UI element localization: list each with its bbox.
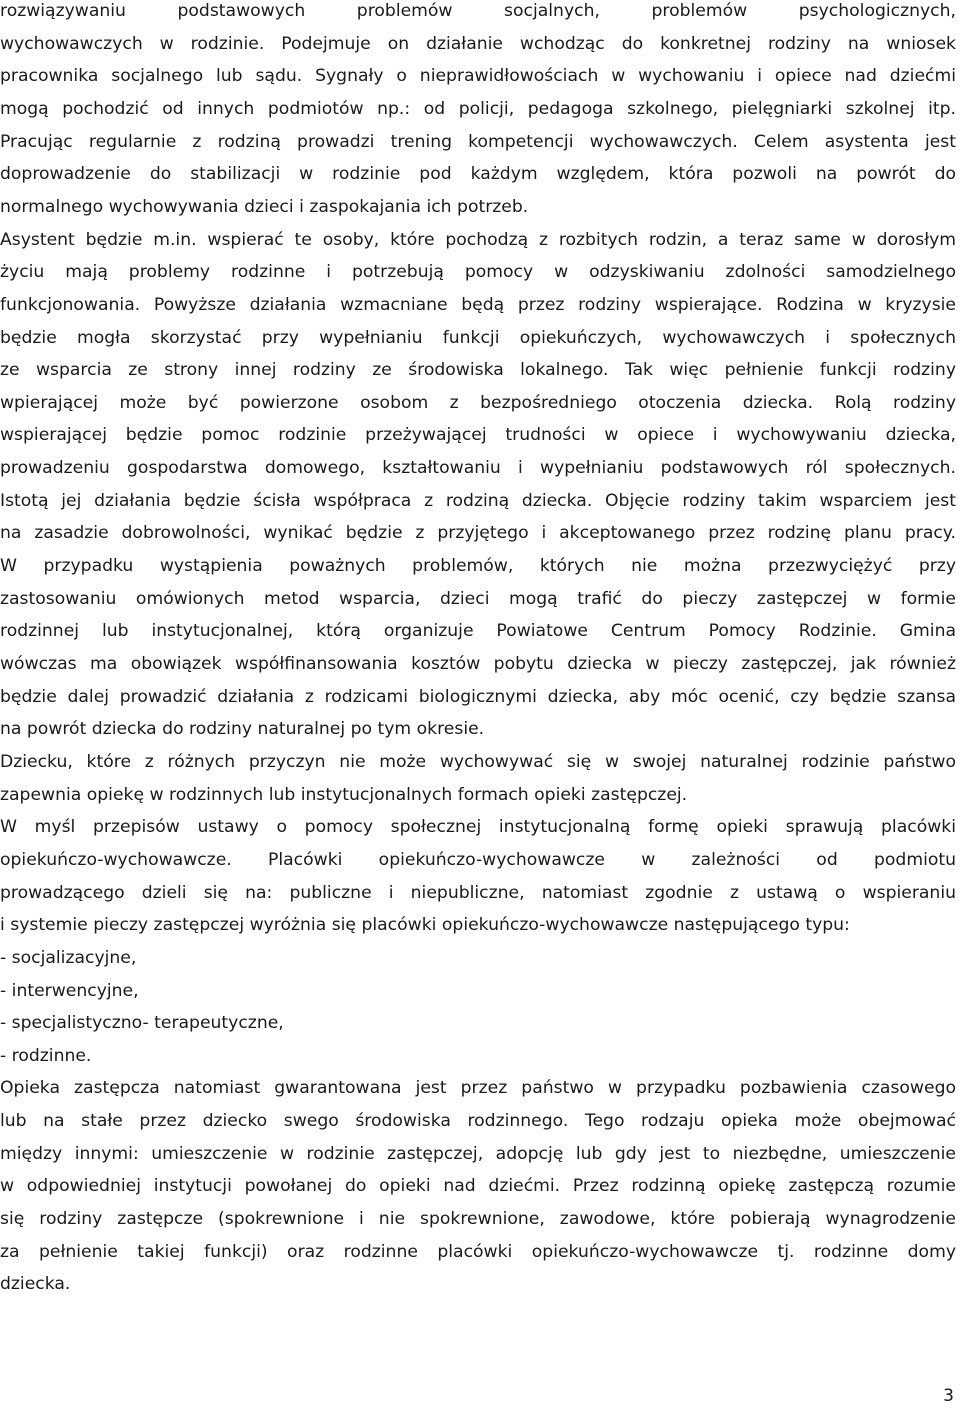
text-line: W przypadku wystąpienia poważnych problemów, których nie można przezwyciężyć przy	[0, 556, 956, 577]
text-line: Istotą jej działania będzie ścisła współpraca z rodziną dziecka. Objęcie rodziny takim wsparciem jest	[0, 490, 956, 511]
text-line: w odpowiedniej instytucji powołanej do opieki nad dziećmi. Przez rodzinną opiekę zastępczą rozumie	[0, 1176, 956, 1197]
text-line: się rodziny zastępcze (spokrewnione i nie spokrewnione, zawodowe, które pobierają wynagrodzenie	[0, 1209, 956, 1230]
text-line: normalnego wychowywania dzieci i zaspokajania ich potrzeb.	[0, 196, 529, 217]
text-line: i systemie pieczy zastępczej wyróżnia się placówki opiekuńczo-wychowawcze następującego typu:	[0, 915, 850, 936]
text-line: prowadzącego dzieli się na: publiczne i niepubliczne, natomiast zgodnie z ustawą o wspieraniu	[0, 882, 956, 903]
text-line: - interwencyjne,	[0, 980, 139, 1001]
text-line: mogą pochodzić od innych podmiotów np.: od policji, pedagoga szkolnego, pielęgniarki szkolnej itp.	[0, 98, 956, 119]
text-line: funkcjonowania. Powyższe działania wzmacniane będą przez rodziny wspierające. Rodzina w kryzysie	[0, 294, 956, 315]
text-line: wspierającej będzie pomoc rodzinie przeżywającej trudności w opiece i wychowywaniu dziecka,	[0, 425, 956, 446]
text-line: między innymi: umieszczenie w rodzinie zastępczej, adopcję lub gdy jest to niezbędne, umieszczenie	[0, 1143, 956, 1164]
text-line: wychowawczych w rodzinie. Podejmuje on działanie wchodząc do konkretnej rodziny na wniosek	[0, 33, 956, 54]
text-line: zapewnia opiekę w rodzinnych lub instytucjonalnych formach opieki zastępczej.	[0, 784, 688, 805]
text-line: opiekuńczo-wychowawcze. Placówki opiekuńczo-wychowawcze w zależności od podmiotu	[0, 849, 956, 870]
text-line: zastosowaniu omówionych metod wsparcia, dzieci mogą trafić do pieczy zastępczej w formie	[0, 588, 956, 609]
text-line: prowadzeniu gospodarstwa domowego, kształtowaniu i wypełnianiu podstawowych ról społecznych.	[0, 458, 956, 479]
text-line: Dziecku, które z różnych przyczyn nie może wychowywać się w swojej naturalnej rodzinie państwo	[0, 751, 956, 772]
text-line: ze wsparcia ze strony innej rodziny ze środowiska lokalnego. Tak więc pełnienie funkcji rodziny	[0, 360, 956, 381]
text-line: rodzinnej lub instytucjonalnej, którą organizuje Powiatowe Centrum Pomocy Rodzinie. Gmina	[0, 621, 956, 642]
text-line: dziecka.	[0, 1274, 71, 1295]
text-line: W myśl przepisów ustawy o pomocy społecznej instytucjonalną formę opieki sprawują placówki	[0, 817, 956, 838]
text-line: Opieka zastępcza natomiast gwarantowana jest przez państwo w przypadku pozbawienia czasowego	[0, 1078, 956, 1099]
text-line: - specjalistyczno- terapeutyczne,	[0, 1013, 284, 1034]
text-line: - rodzinne.	[0, 1045, 92, 1066]
text-line: na powrót dziecka do rodziny naturalnej po tym okresie.	[0, 719, 485, 740]
text-line: Pracując regularnie z rodziną prowadzi trening kompetencji wychowawczych. Celem asystenta jest	[0, 131, 956, 152]
text-line: będzie dalej prowadzić działania z rodzicami biologicznymi dziecka, aby móc ocenić, czy będzie szansa	[0, 686, 956, 707]
text-line: doprowadzenie do stabilizacji w rodzinie pod każdym względem, która pozwoli na powrót do	[0, 164, 956, 185]
text-line: wpierającej może być powierzone osobom z bezpośredniego otoczenia dziecka. Rolą rodziny	[0, 392, 956, 413]
text-line: wówczas ma obowiązek współfinansowania kosztów pobytu dziecka w pieczy zastępczej, jak również	[0, 654, 956, 674]
text-line: będzie mogła skorzystać przy wypełnianiu funkcji opiekuńczych, wychowawczych i społecznych	[0, 327, 956, 348]
text-line: na zasadzie dobrowolności, wynikać będzie z przyjętego i akceptowanego przez rodzinę planu pracy.	[0, 523, 956, 544]
page-number: 3	[943, 1386, 954, 1406]
text-line: życiu mają problemy rodzinne i potrzebują pomocy w odzyskiwaniu zdolności samodzielnego	[0, 262, 956, 283]
text-line: - socjalizacyjne,	[0, 947, 137, 968]
text-line: pracownika socjalnego lub sądu. Sygnały o nieprawidłowościach w wychowaniu i opiece nad dziećmi	[0, 66, 956, 87]
text-line: lub na stałe przez dziecko swego środowiska rodzinnego. Tego rodzaju opieka może obejmować	[0, 1111, 956, 1132]
text-line: Asystent będzie m.in. wspierać te osoby, które pochodzą z rozbitych rodzin, a teraz same w dorosłym	[0, 229, 956, 250]
text-line: za pełnienie takiej funkcji) oraz rodzinne placówki opiekuńczo-wychowawcze tj. rodzinne domy	[0, 1241, 956, 1262]
text-line: rozwiązywaniu podstawowych problemów socjalnych, problemów psychologicznych,	[0, 1, 956, 21]
